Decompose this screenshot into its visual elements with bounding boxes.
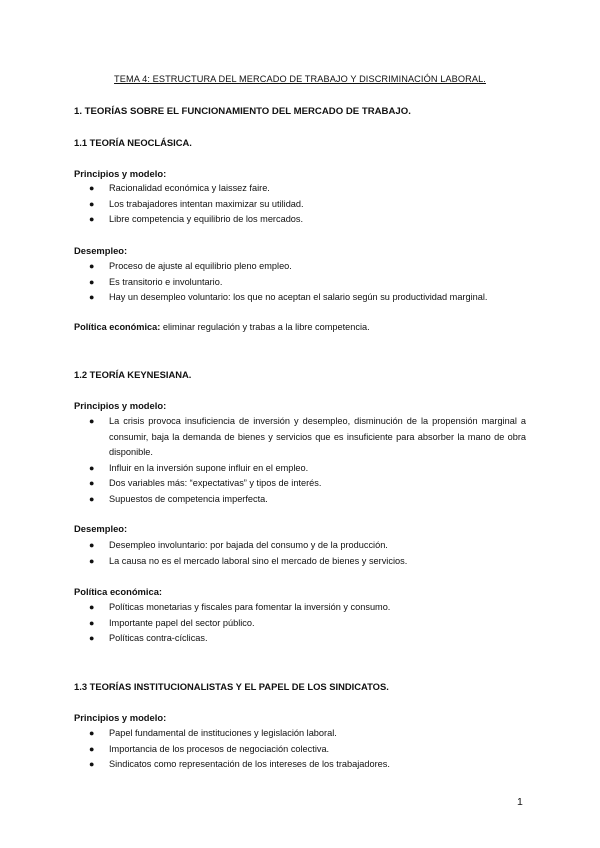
page-number: 1 xyxy=(517,796,523,808)
s12-desempleo-list xyxy=(74,538,526,569)
s11-desempleo-list xyxy=(74,259,526,306)
list-item: ● Importante papel del sector público. xyxy=(74,616,526,632)
s11-politica-label: Política económica: xyxy=(74,322,161,332)
list-item: ● Libre competencia y equilibrio de los mercados. xyxy=(74,212,526,228)
bullet-icon: ● xyxy=(89,540,95,550)
list-item: ● Sindicatos como representación de los intereses de los trabajadores. xyxy=(74,757,526,773)
list-item: ● Dos variables más: “expectativas” y tipos de interés. xyxy=(74,476,526,492)
list-item: ● Proceso de ajuste al equilibrio pleno empleo. xyxy=(74,259,526,275)
s11-principios-label: Principios y modelo: xyxy=(74,168,167,179)
section-1-2-heading: 1.2 TEORÍA KEYNESIANA. xyxy=(74,369,192,380)
bullet-icon: ● xyxy=(89,602,95,612)
list-item: ● Papel fundamental de instituciones y legislación laboral. xyxy=(74,726,526,742)
bullet-icon: ● xyxy=(89,728,95,738)
s12-principios-list xyxy=(74,414,526,508)
s12-politica-label: Política económica: xyxy=(74,586,163,597)
list-item: ● Influir en la inversión supone influir en el empleo. xyxy=(74,461,526,477)
bullet-icon: ● xyxy=(89,493,95,504)
s13-principios-list xyxy=(74,726,526,773)
bullet-icon: ● xyxy=(89,198,95,209)
list-item: ● Importancia de los procesos de negociación colectiva. xyxy=(74,742,526,758)
bullet-icon: ● xyxy=(89,416,95,426)
document-title: TEMA 4: ESTRUCTURA DEL MERCADO DE TRABAJO Y DISCRIMINACIÓN LABORAL. xyxy=(114,74,486,84)
list-item: ● La crisis provoca insuficiencia de inversión y desempleo, disminución de la propensión marginal a consumir, baja la demanda de bienes y servicios que es insuficiente para absorber la mano de obra disponible. xyxy=(89,416,526,458)
s11-desempleo-label: Desempleo: xyxy=(74,245,128,256)
list-item: ● Desempleo involuntario: por bajada del consumo y de la producción. xyxy=(74,538,526,554)
bullet-icon: ● xyxy=(89,292,95,303)
section-1-heading: 1. TEORÍAS SOBRE EL FUNCIONAMIENTO DEL MERCADO DE TRABAJO. xyxy=(74,106,411,117)
bullet-icon: ● xyxy=(89,478,95,489)
bullet-icon: ● xyxy=(89,276,95,287)
list-item: ● Políticas contra-cíclicas. xyxy=(74,631,526,647)
list-item: ● Los trabajadores intentan maximizar su utilidad. xyxy=(74,197,526,213)
bullet-icon: ● xyxy=(89,261,95,271)
bullet-icon: ● xyxy=(89,214,95,225)
bullet-icon: ● xyxy=(89,633,95,644)
list-item: ● Supuestos de competencia imperfecta. xyxy=(74,492,526,508)
s11-politica-paragraph xyxy=(74,322,370,332)
s11-principios-list xyxy=(74,181,526,228)
s12-principios-label: Principios y modelo: xyxy=(74,400,167,411)
list-item: ● Políticas monetarias y fiscales para fomentar la inversión y consumo. xyxy=(74,600,526,616)
bullet-icon: ● xyxy=(89,759,95,770)
list-item: ● Es transitorio e involuntario. xyxy=(74,275,526,291)
s13-principios-label: Principios y modelo: xyxy=(74,712,167,723)
section-1-3-heading: 1.3 TEORÍAS INSTITUCIONALISTAS Y EL PAPEL DE LOS SINDICATOS. xyxy=(74,681,389,692)
s12-desempleo-label: Desempleo: xyxy=(74,523,128,534)
list-item: ● Racionalidad económica y laissez faire. xyxy=(74,181,526,197)
list-item: ● La causa no es el mercado laboral sino el mercado de bienes y servicios. xyxy=(74,554,526,570)
list-item: ● Hay un desempleo voluntario: los que no aceptan el salario según su productividad marginal. xyxy=(74,290,526,306)
section-1-1-heading: 1.1 TEORÍA NEOCLÁSICA. xyxy=(74,137,192,148)
bullet-icon: ● xyxy=(89,462,95,473)
bullet-icon: ● xyxy=(89,183,95,193)
bullet-icon: ● xyxy=(89,743,95,754)
bullet-icon: ● xyxy=(89,617,95,628)
s11-politica-text: eliminar regulación y trabas a la libre competencia. xyxy=(160,322,370,332)
bullet-icon: ● xyxy=(89,555,95,566)
s12-politica-list xyxy=(74,600,526,647)
